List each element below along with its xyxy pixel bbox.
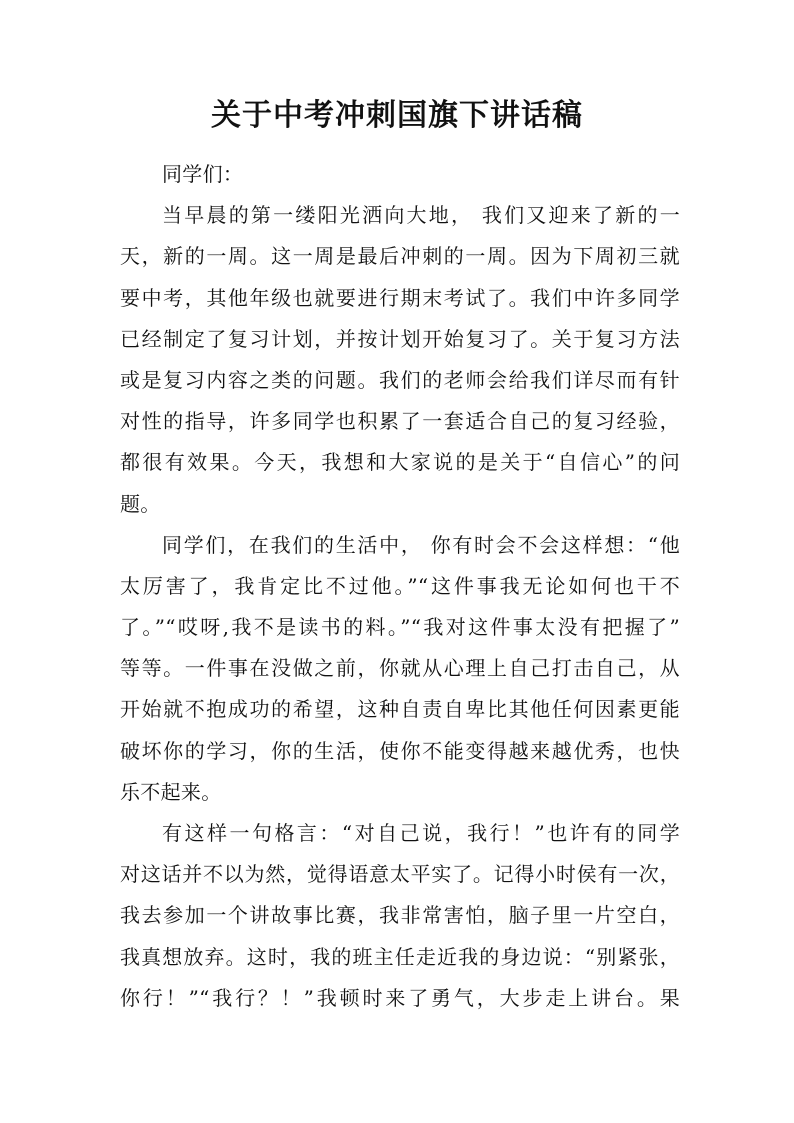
paragraph-1-line-3: 要中考，其他年级也就要进行期末考试了。我们中许多同学 bbox=[120, 285, 680, 310]
paragraph-3-line-3: 我去参加一个讲故事比赛，我非常害怕，脑子里一片空白， bbox=[120, 903, 680, 928]
paragraph-2-line-7: 乐不起来。 bbox=[120, 779, 222, 804]
paragraph-3-line-2: 对这话并不以为然，觉得语意太平实了。记得小时侯有一次， bbox=[120, 862, 680, 887]
paragraph-2-line-6: 破坏你的学习，你的生活，使你不能变得越来越优秀，也快 bbox=[120, 738, 680, 763]
paragraph-1-line-8: 题。 bbox=[120, 491, 161, 516]
paragraph-1-line-4: 已经制定了复习计划，并按计划开始复习了。关于复习方法 bbox=[120, 326, 680, 351]
paragraph-1-line-6: 对性的指导，许多同学也积累了一套适合自己的复习经验， bbox=[120, 409, 680, 434]
salutation-line: 同学们： bbox=[162, 162, 244, 186]
paragraph-3-line-5: 你行！”“我行？！”我顿时来了勇气，大步走上讲台。果 bbox=[120, 985, 680, 1010]
document-title: 关于中考冲刺国旗下讲话稿 bbox=[211, 98, 583, 133]
paragraph-3-line-1: 有这样一句格言：“对自己说，我行！”也许有的同学 bbox=[162, 821, 680, 845]
paragraph-1-line-5: 或是复习内容之类的问题。我们的老师会给我们详尽而有针 bbox=[120, 367, 680, 392]
paragraph-1-line-1: 当早晨的第一缕阳光洒向大地， 我们又迎来了新的一 bbox=[162, 203, 680, 228]
paragraph-1-line-7: 都很有效果。今天，我想和大家说的是关于“自信心”的问 bbox=[120, 450, 680, 475]
document-body bbox=[120, 154, 680, 1019]
paragraph-2-line-3: 了。”“哎呀,我不是读书的料。”“我对这件事太没有把握了” bbox=[120, 615, 680, 640]
paragraph-2-line-4: 等等。一件事在没做之前，你就从心理上自己打击自己，从 bbox=[120, 656, 680, 681]
paragraph-2-line-2: 太厉害了，我肯定比不过他。”“这件事我无论如何也干不 bbox=[120, 573, 680, 598]
paragraph-3-line-4: 我真想放弃。这时，我的班主任走近我的身边说：“别紧张， bbox=[120, 944, 680, 969]
paragraph-2-line-5: 开始就不抱成功的希望，这种自责自卑比其他任何因素更能 bbox=[120, 697, 680, 722]
paragraph-1-line-2: 天，新的一周。这一周是最后冲刺的一周。因为下周初三就 bbox=[120, 244, 680, 269]
paragraph-2-line-1: 同学们，在我们的生活中， 你有时会不会这样想：“他 bbox=[162, 532, 680, 557]
